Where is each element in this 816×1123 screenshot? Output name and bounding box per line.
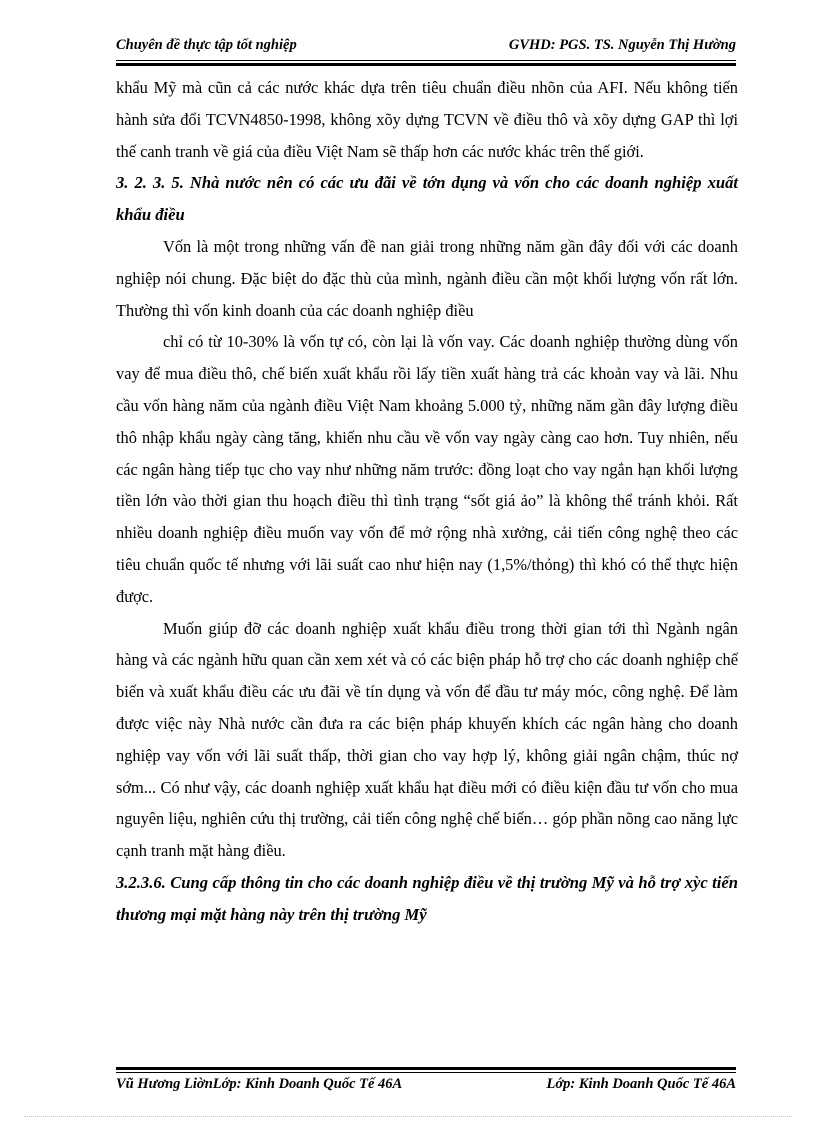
paragraph-loans-text: chỉ có từ 10-30% là vốn tự có, còn lại là vốn vay. Các doanh nghiệp thường dùng vốn vay để mua điều thô, chế biến xuất khẩu rồi lấy tiền xuất hàng trả các khoản vay và lãi. Nhu cầu vốn hàng năm của ngành điều Việt Nam khoảng 5.000 tỷ, những năm gần đây lượng điều thô nhập khẩu ngày càng tăng, khiến nhu cầu về vốn vay ngày càng cao hơn. Tuy nhiên, nếu các ngân hàng tiếp tục cho vay như những năm trước: đồng loạt cho vay ngắn hạn khối lượng tiền lớn vào thời gian thu hoạch điều thì tình trạng “sốt giá ảo” là không thể tránh khỏi. Rất nhiều doanh nghiệp điều muốn vay vốn để mở rộng nhà xưởng, cải tiến công nghệ theo các tiêu chuẩn quốc tế nhưng với lãi suất cao như hiện nay (1,5%/thỏng) thì khó có thể thực hiện được. <box>116 332 738 606</box>
paragraph-continued: khẩu Mỹ mà cũn cả các nước khác dựa trên tiêu chuẩn điều nhõn của AFI. Nếu không tiến hành sửa đổi TCVN4850-1998, không xõy dựng TCVN về điều thô và xõy dựng GAP thì lợi thế canh tranh về giá của điều Việt Nam sẽ thấp hơn các nước khác trên thế giới. <box>116 78 738 161</box>
document-body <box>116 72 738 931</box>
header-left-text: Chuyên đề thực tập tốt nghiệp <box>116 37 297 53</box>
paragraph-support: Muốn giúp đỡ các doanh nghiệp xuất khẩu điều trong thời gian tới thì Ngành ngân hàng và các ngành hữu quan cần xem xét và có các biện pháp hỗ trợ cho các doanh nghiệp chế biến và xuất khẩu điều các ưu đãi về tín dụng và vốn để đầu tư máy móc, công nghệ. Để làm được việc này Nhà nước cần đưa ra các biện pháp khuyến khích các ngân hàng cho doanh nghiệp vay vốn với lãi suất thấp, thời gian cho vay hợp lý, không giải ngân chậm, thúc nợ sớm... Có như vậy, các doanh nghiệp xuất khẩu hạt điều mới có điều kiện đầu tư vốn cho mua nguyên liệu, nghiên cứu thị trường, cải tiến công nghệ chế biến… góp phần nõng cao năng lực cạnh tranh mặt hàng điều. <box>116 618 738 861</box>
footer-rule-thick <box>116 1067 736 1070</box>
page-header <box>116 37 736 59</box>
header-rule-thick <box>116 63 736 66</box>
footer-rule-thin <box>116 1072 736 1073</box>
page-bottom-dotted-line <box>24 1116 792 1117</box>
footer-right-text: Lớp: Kinh Doanh Quốc Tế 46A <box>546 1076 736 1092</box>
header-rule-thin <box>116 60 736 61</box>
paragraph-capital: Vốn là một trong những vấn đề nan giải trong những năm gần đây đối với các doanh nghiệp nói chung. Đặc biệt do đặc thù của mình, ngành điều cần một khối lượng vốn rất lớn. Thường thì vốn kinh doanh của các doanh nghiệp điều <box>116 236 738 320</box>
header-right-text: GVHD: PGS. TS. Nguyễn Thị Hường <box>508 37 736 53</box>
section-heading-3-2-3-5: 3. 2. 3. 5. Nhà nước nên có các ưu đãi về tớn dụng và vốn cho các doanh nghiệp xuất khẩu điều <box>116 173 738 225</box>
paragraph-loans <box>116 326 738 612</box>
section-heading-3-2-3-6: 3.2.3.6. Cung cấp thông tin cho các doanh nghiệp điều về thị trường Mỹ và hỗ trợ xỳc tiến thương mại mặt hàng này trên thị trường Mỹ <box>116 872 738 924</box>
footer-left-text: Vũ Hương LiờnLớp: Kinh Doanh Quốc Tế 46A <box>116 1076 403 1092</box>
